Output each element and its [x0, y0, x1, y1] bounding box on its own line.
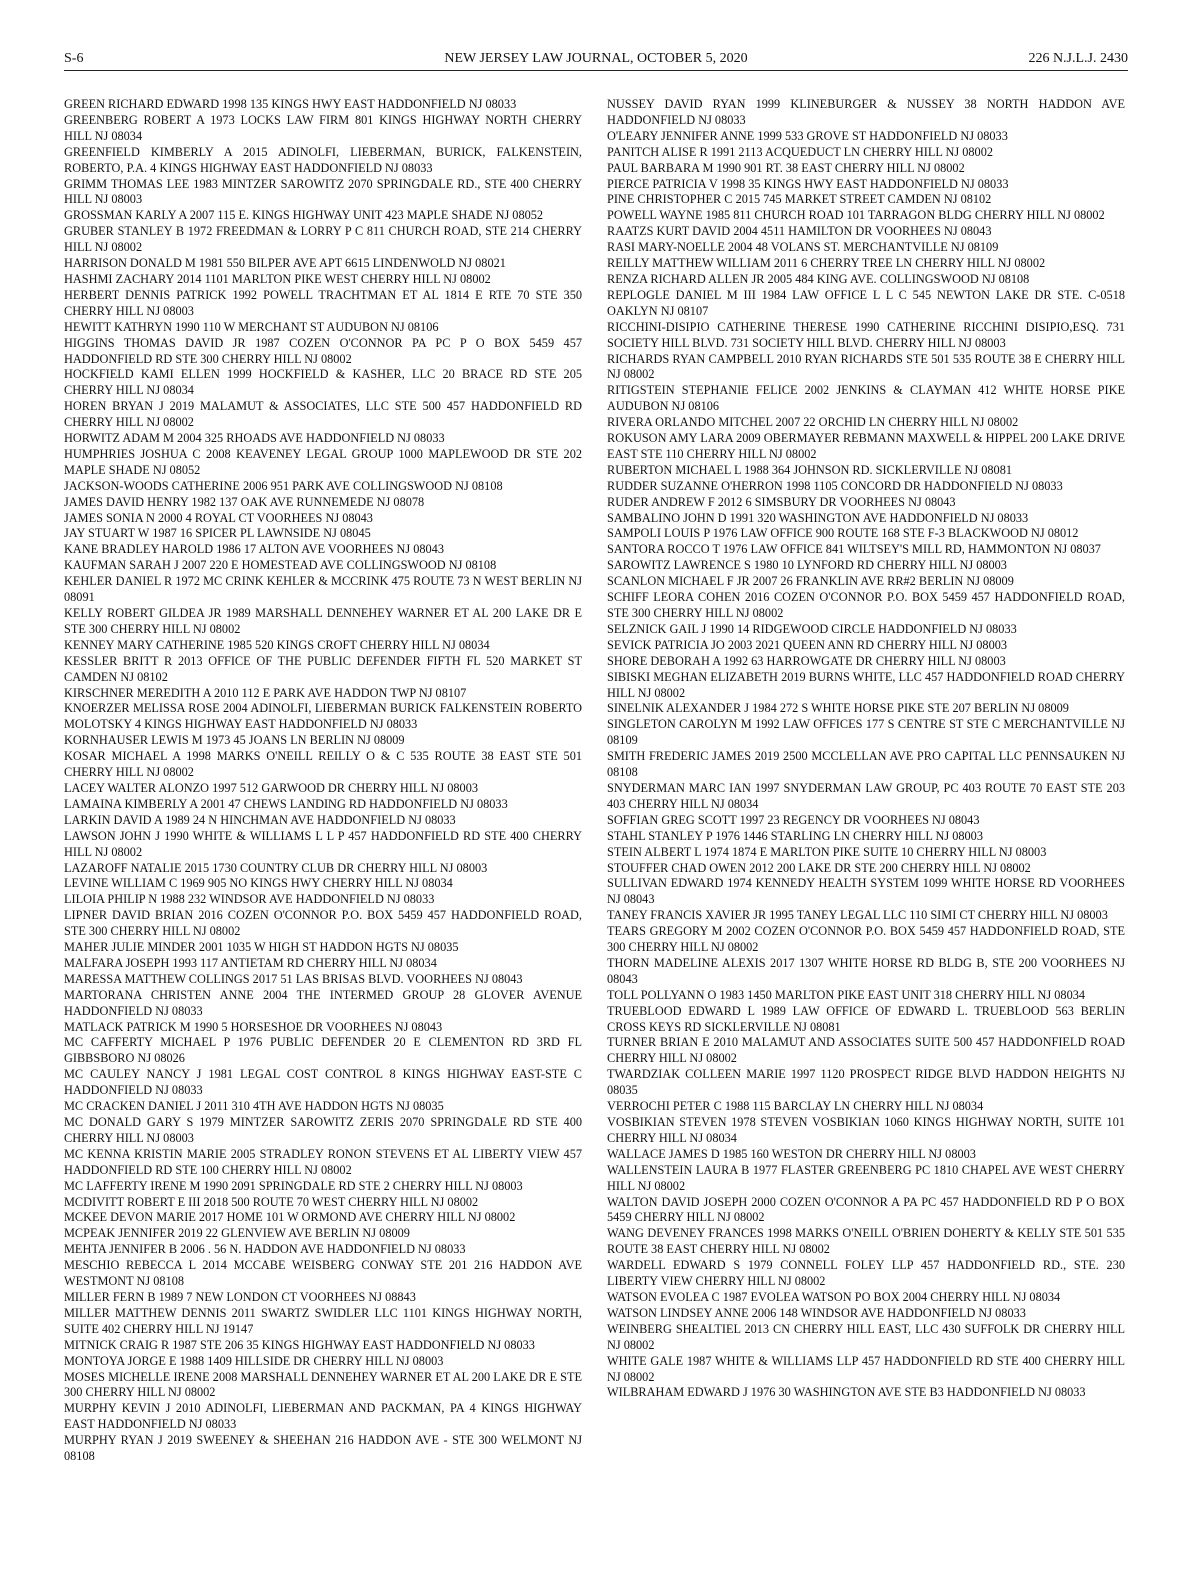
attorney-entry: MILLER MATTHEW DENNIS 2011 SWARTZ SWIDLER LLC 1101 KINGS HIGHWAY NORTH, SUITE 402 CHERRY HILL NJ 19147 [64, 1305, 582, 1336]
attorney-entry: RUDDER SUZANNE O'HERRON 1998 1105 CONCORD DR HADDONFIELD NJ 08033 [607, 478, 1063, 493]
attorney-entry: MALFARA JOSEPH 1993 117 ANTIETAM RD CHERRY HILL NJ 08034 [64, 955, 437, 970]
attorney-entry: MC CAFFERTY MICHAEL P 1976 PUBLIC DEFENDER 20 E CLEMENTON RD 3RD FL GIBBSBORO NJ 08026 [64, 1035, 582, 1066]
attorney-entry: LARKIN DAVID A 1989 24 N HINCHMAN AVE HADDONFIELD NJ 08033 [64, 812, 456, 827]
attorney-entry: REILLY MATTHEW WILLIAM 2011 6 CHERRY TREE LN CHERRY HILL NJ 08002 [607, 256, 1046, 271]
attorney-entry: MOSES MICHELLE IRENE 2008 MARSHALL DENNEHEY WARNER ET AL 200 LAKE DR E STE 300 CHERRY HILL NJ 08002 [64, 1369, 582, 1400]
attorney-entry: PINE CHRISTOPHER C 2015 745 MARKET STREET CAMDEN NJ 08102 [607, 192, 992, 207]
attorney-entry: RIVERA ORLANDO MITCHEL 2007 22 ORCHID LN CHERRY HILL NJ 08002 [607, 415, 1019, 430]
page-number: S-6 [64, 51, 84, 66]
attorney-entry: KENNEY MARY CATHERINE 1985 520 KINGS CROFT CHERRY HILL NJ 08034 [64, 637, 490, 652]
attorney-entry: RASI MARY-NOELLE 2004 48 VOLANS ST. MERCHANTVILLE NJ 08109 [607, 240, 999, 255]
attorney-entry: PANITCH ALISE R 1991 2113 ACQUEDUCT LN CHERRY HILL NJ 08002 [607, 144, 994, 159]
attorney-entry: MARESSA MATTHEW COLLINGS 2017 51 LAS BRISAS BLVD. VOORHEES NJ 08043 [64, 971, 523, 986]
attorney-entry: GRIMM THOMAS LEE 1983 MINTZER SAROWITZ 2070 SPRINGDALE RD., STE 400 CHERRY HILL NJ 08003 [64, 176, 582, 207]
attorney-entry: RAATZS KURT DAVID 2004 4511 HAMILTON DR VOORHEES NJ 08043 [607, 224, 992, 239]
attorney-entry: MATLACK PATRICK M 1990 5 HORSESHOE DR VOORHEES NJ 08043 [64, 1019, 443, 1034]
citation: 226 N.J.L.J. 2430 [1028, 51, 1128, 66]
attorney-entry: WATSON LINDSEY ANNE 2006 148 WINDSOR AVE HADDONFIELD NJ 08033 [607, 1305, 1026, 1320]
attorney-entry: RUBERTON MICHAEL L 1988 364 JOHNSON RD. SICKLERVILLE NJ 08081 [607, 462, 1012, 477]
attorney-entry: TURNER BRIAN E 2010 MALAMUT AND ASSOCIATES SUITE 500 457 HADDONFIELD ROAD CHERRY HILL NJ 08002 [607, 1035, 1125, 1066]
attorney-entry: MURPHY RYAN J 2019 SWEENEY & SHEEHAN 216 HADDON AVE - STE 300 WELMONT NJ 08108 [64, 1433, 582, 1464]
attorney-entry: SCHIFF LEORA COHEN 2016 COZEN O'CONNOR P.O. BOX 5459 457 HADDONFIELD ROAD, STE 300 CHERRY HILL NJ 08002 [607, 590, 1125, 620]
attorney-entry: PIERCE PATRICIA V 1998 35 KINGS HWY EAST HADDONFIELD NJ 08033 [607, 176, 1009, 191]
attorney-entry: GRUBER STANLEY B 1972 FREEDMAN & LORRY P C 811 CHURCH ROAD, STE 214 CHERRY HILL NJ 08002 [64, 224, 582, 255]
attorney-entry: LILOIA PHILIP N 1988 232 WINDSOR AVE HADDONFIELD NJ 08033 [64, 892, 435, 907]
attorney-entry: MC CAULEY NANCY J 1981 LEGAL COST CONTROL 8 KINGS HIGHWAY EAST-STE C HADDONFIELD NJ 08033 [64, 1067, 582, 1098]
attorney-entry: SMITH FREDERIC JAMES 2019 2500 MCCLELLAN AVE PRO CAPITAL LLC PENNSAUKEN NJ 08108 [607, 749, 1125, 780]
attorney-entry: KORNHAUSER LEWIS M 1973 45 JOANS LN BERLIN NJ 08009 [64, 733, 405, 748]
left-column [64, 97, 582, 1465]
attorney-entry: POWELL WAYNE 1985 811 CHURCH ROAD 101 TARRAGON BLDG CHERRY HILL NJ 08002 [607, 208, 1105, 223]
attorney-entry: WALLACE JAMES D 1985 160 WESTON DR CHERRY HILL NJ 08003 [607, 1146, 976, 1161]
attorney-entry: O'LEARY JENNIFER ANNE 1999 533 GROVE ST HADDONFIELD NJ 08033 [607, 128, 1008, 143]
attorney-entry: SAMBALINO JOHN D 1991 320 WASHINGTON AVE HADDONFIELD NJ 08033 [607, 510, 1029, 525]
attorney-entry: KAUFMAN SARAH J 2007 220 E HOMESTEAD AVE COLLINGSWOOD NJ 08108 [64, 558, 497, 573]
attorney-entry: ROKUSON AMY LARA 2009 OBERMAYER REBMANN MAXWELL & HIPPEL 200 LAKE DRIVE EAST STE 110 CHERRY HILL NJ 08002 [607, 431, 1125, 461]
attorney-entry: STAHL STANLEY P 1976 1446 STARLING LN CHERRY HILL NJ 08003 [607, 828, 983, 843]
attorney-entry: SULLIVAN EDWARD 1974 KENNEDY HEALTH SYSTEM 1099 WHITE HORSE RD VOORHEES NJ 08043 [607, 876, 1125, 907]
attorney-entry: WEINBERG SHEALTIEL 2013 CN CHERRY HILL EAST, LLC 430 SUFFOLK DR CHERRY HILL NJ 08002 [607, 1321, 1125, 1352]
attorney-entry: WALTON DAVID JOSEPH 2000 COZEN O'CONNOR A PA PC 457 HADDONFIELD RD P O BOX 5459 CHERRY HILL NJ 08002 [607, 1194, 1125, 1225]
attorney-entry: MAHER JULIE MINDER 2001 1035 W HIGH ST HADDON HGTS NJ 08035 [64, 940, 459, 955]
attorney-entry: TANEY FRANCIS XAVIER JR 1995 TANEY LEGAL LLC 110 SIMI CT CHERRY HILL NJ 08003 [607, 908, 1108, 923]
attorney-entry: MC LAFFERTY IRENE M 1990 2091 SPRINGDALE RD STE 2 CHERRY HILL NJ 08003 [64, 1178, 523, 1193]
attorney-entry: KIRSCHNER MEREDITH A 2010 112 E PARK AVE HADDON TWP NJ 08107 [64, 685, 467, 700]
attorney-entry: SINGLETON CAROLYN M 1992 LAW OFFICES 177 S CENTRE ST STE C MERCHANTVILLE NJ 08109 [607, 717, 1125, 748]
attorney-entry: WANG DEVENEY FRANCES 1998 MARKS O'NEILL O'BRIEN DOHERTY & KELLY STE 501 535 ROUTE 38 EAST CHERRY HILL NJ 08002 [607, 1226, 1125, 1257]
attorney-entry: RUDER ANDREW F 2012 6 SIMSBURY DR VOORHEES NJ 08043 [607, 494, 956, 509]
attorney-entry: JAY STUART W 1987 16 SPICER PL LAWNSIDE NJ 08045 [64, 526, 371, 541]
attorney-entry: GREENBERG ROBERT A 1973 LOCKS LAW FIRM 801 KINGS HIGHWAY NORTH CHERRY HILL NJ 08034 [64, 112, 582, 143]
attorney-entry: RENZA RICHARD ALLEN JR 2005 484 KING AVE. COLLINGSWOOD NJ 08108 [607, 271, 1030, 286]
attorney-entry: SNYDERMAN MARC IAN 1997 SNYDERMAN LAW GROUP, PC 403 ROUTE 70 EAST STE 203 403 CHERRY HILL NJ 08034 [607, 780, 1125, 811]
attorney-entry: MC KENNA KRISTIN MARIE 2005 STRADLEY RONON STEVENS ET AL LIBERTY VIEW 457 HADDONFIELD RD STE 100 CHERRY HILL NJ 08002 [64, 1146, 582, 1177]
attorney-entry: MC CRACKEN DANIEL J 2011 310 4TH AVE HADDON HGTS NJ 08035 [64, 1099, 444, 1114]
attorney-entry: SINELNIK ALEXANDER J 1984 272 S WHITE HORSE PIKE STE 207 BERLIN NJ 08009 [607, 701, 1069, 716]
attorney-entry: MC DONALD GARY S 1979 MINTZER SAROWITZ ZERIS 2070 SPRINGDALE RD STE 400 CHERRY HILL NJ 08003 [64, 1115, 582, 1145]
attorney-entry: KOSAR MICHAEL A 1998 MARKS O'NEILL REILLY O & C 535 ROUTE 38 EAST STE 501 CHERRY HILL NJ 08002 [64, 749, 582, 780]
attorney-entry: LEVINE WILLIAM C 1969 905 NO KINGS HWY CHERRY HILL NJ 08034 [64, 876, 453, 891]
attorney-entry: MEHTA JENNIFER B 2006 . 56 N. HADDON AVE HADDONFIELD NJ 08033 [64, 1242, 466, 1257]
attorney-entry: GROSSMAN KARLY A 2007 115 E. KINGS HIGHWAY UNIT 423 MAPLE SHADE NJ 08052 [64, 208, 544, 223]
attorney-entry: GREENFIELD KIMBERLY A 2015 ADINOLFI, LIEBERMAN, BURICK, FALKENSTEIN, ROBERTO, P.A. 4 KINGS HIGHWAY EAST HADDONFIELD NJ 08033 [64, 144, 582, 175]
attorney-entry: HUMPHRIES JOSHUA C 2008 KEAVENEY LEGAL GROUP 1000 MAPLEWOOD DR STE 202 MAPLE SHADE NJ 08052 [64, 446, 582, 477]
attorney-entry: MITNICK CRAIG R 1987 STE 206 35 KINGS HIGHWAY EAST HADDONFIELD NJ 08033 [64, 1337, 535, 1352]
attorney-entry: KELLY ROBERT GILDEA JR 1989 MARSHALL DENNEHEY WARNER ET AL 200 LAKE DR E STE 300 CHERRY HILL NJ 08002 [64, 606, 582, 636]
attorney-entry: SIBISKI MEGHAN ELIZABETH 2019 BURNS WHITE, LLC 457 HADDONFIELD ROAD CHERRY HILL NJ 08002 [607, 669, 1125, 700]
attorney-entry: JAMES DAVID HENRY 1982 137 OAK AVE RUNNEMEDE NJ 08078 [64, 494, 425, 509]
attorney-entry: SAMPOLI LOUIS P 1976 LAW OFFICE 900 ROUTE 168 STE F-3 BLACKWOOD NJ 08012 [607, 526, 1079, 541]
attorney-entry: HEWITT KATHRYN 1990 110 W MERCHANT ST AUDUBON NJ 08106 [64, 319, 439, 334]
attorney-entry: REPLOGLE DANIEL M III 1984 LAW OFFICE L L C 545 NEWTON LAKE DR STE. C-0518 OAKLYN NJ 08107 [607, 287, 1125, 318]
attorney-entry: SANTORA ROCCO T 1976 LAW OFFICE 841 WILTSEY'S MILL RD, HAMMONTON NJ 08037 [607, 542, 1101, 557]
attorney-entry: KNOERZER MELISSA ROSE 2004 ADINOLFI, LIEBERMAN BURICK FALKENSTEIN ROBERTO MOLOTSKY 4 KINGS HIGHWAY EAST HADDONFIELD NJ 08033 [64, 701, 582, 732]
attorney-entry: SCANLON MICHAEL F JR 2007 26 FRANKLIN AVE RR#2 BERLIN NJ 08009 [607, 574, 1014, 589]
attorney-entry: MONTOYA JORGE E 1988 1409 HILLSIDE DR CHERRY HILL NJ 08003 [64, 1353, 444, 1368]
attorney-entry: SELZNICK GAIL J 1990 14 RIDGEWOOD CIRCLE HADDONFIELD NJ 08033 [607, 621, 1017, 636]
attorney-entry: PAUL BARBARA M 1990 901 RT. 38 EAST CHERRY HILL NJ 08002 [607, 160, 965, 175]
attorney-entry: SEVICK PATRICIA JO 2003 2021 QUEEN ANN RD CHERRY HILL NJ 08003 [607, 637, 1008, 652]
attorney-entry: GREEN RICHARD EDWARD 1998 135 KINGS HWY EAST HADDONFIELD NJ 08033 [64, 97, 517, 111]
attorney-entry: MARTORANA CHRISTEN ANNE 2004 THE INTERMED GROUP 28 GLOVER AVENUE HADDONFIELD NJ 08033 [64, 987, 582, 1018]
attorney-entry: HASHMI ZACHARY 2014 1101 MARLTON PIKE WEST CHERRY HILL NJ 08002 [64, 271, 491, 286]
attorney-entry: STOUFFER CHAD OWEN 2012 200 LAKE DR STE 200 CHERRY HILL NJ 08002 [607, 860, 1031, 875]
attorney-entry: WARDELL EDWARD S 1979 CONNELL FOLEY LLP 457 HADDONFIELD RD., STE. 230 LIBERTY VIEW CHERRY HILL NJ 08002 [607, 1258, 1125, 1289]
attorney-entry: TOLL POLLYANN O 1983 1450 MARLTON PIKE EAST UNIT 318 CHERRY HILL NJ 08034 [607, 987, 1086, 1002]
attorney-entry: THORN MADELINE ALEXIS 2017 1307 WHITE HORSE RD BLDG B, STE 200 VOORHEES NJ 08043 [607, 955, 1125, 986]
attorney-entry: SHORE DEBORAH A 1992 63 HARROWGATE DR CHERRY HILL NJ 08003 [607, 653, 1006, 668]
attorney-entry: LAWSON JOHN J 1990 WHITE & WILLIAMS L L P 457 HADDONFIELD RD STE 400 CHERRY HILL NJ 08002 [64, 828, 582, 859]
attorney-entry: LAZAROFF NATALIE 2015 1730 COUNTRY CLUB DR CHERRY HILL NJ 08003 [64, 860, 488, 875]
attorney-entry: RITIGSTEIN STEPHANIE FELICE 2002 JENKINS & CLAYMAN 412 WHITE HORSE PIKE AUDUBON NJ 08106 [607, 383, 1125, 414]
attorney-entry: VOSBIKIAN STEVEN 1978 STEVEN VOSBIKIAN 1060 KINGS HIGHWAY NORTH, SUITE 101 CHERRY HILL NJ 08034 [607, 1115, 1125, 1145]
attorney-entry: WATSON EVOLEA C 1987 EVOLEA WATSON PO BOX 2004 CHERRY HILL NJ 08034 [607, 1289, 1061, 1304]
attorney-entry: MESCHIO REBECCA L 2014 MCCABE WEISBERG CONWAY STE 201 216 HADDON AVE WESTMONT NJ 08108 [64, 1258, 582, 1289]
attorney-entry: SAROWITZ LAWRENCE S 1980 10 LYNFORD RD CHERRY HILL NJ 08003 [607, 558, 1007, 573]
attorney-entry: MILLER FERN B 1989 7 NEW LONDON CT VOORHEES NJ 08843 [64, 1289, 416, 1304]
attorney-entry: TEARS GREGORY M 2002 COZEN O'CONNOR P.O. BOX 5459 457 HADDONFIELD ROAD, STE 300 CHERRY HILL NJ 08002 [607, 924, 1125, 955]
attorney-entry: HIGGINS THOMAS DAVID JR 1987 COZEN O'CONNOR PA PC P O BOX 5459 457 HADDONFIELD RD STE 300 CHERRY HILL NJ 08002 [64, 335, 582, 366]
attorney-entry: SOFFIAN GREG SCOTT 1997 23 REGENCY DR VOORHEES NJ 08043 [607, 812, 980, 827]
attorney-entry: KEHLER DANIEL R 1972 MC CRINK KEHLER & MCCRINK 475 ROUTE 73 N WEST BERLIN NJ 08091 [64, 574, 582, 605]
attorney-entry: HERBERT DENNIS PATRICK 1992 POWELL TRACHTMAN ET AL 1814 E RTE 70 STE 350 CHERRY HILL NJ 08003 [64, 287, 582, 318]
attorney-entry: MURPHY KEVIN J 2010 ADINOLFI, LIEBERMAN AND PACKMAN, PA 4 KINGS HIGHWAY EAST HADDONFIELD NJ 08033 [64, 1401, 582, 1432]
attorney-entry: MCKEE DEVON MARIE 2017 HOME 101 W ORMOND AVE CHERRY HILL NJ 08002 [64, 1210, 516, 1225]
publication-title: NEW JERSEY LAW JOURNAL, OCTOBER 5, 2020 [444, 51, 748, 66]
attorney-entry: MCDIVITT ROBERT E III 2018 500 ROUTE 70 WEST CHERRY HILL NJ 08002 [64, 1194, 479, 1209]
attorney-entry: TWARDZIAK COLLEEN MARIE 1997 1120 PROSPECT RIDGE BLVD HADDON HEIGHTS NJ 08035 [607, 1067, 1125, 1098]
page-header [64, 50, 1128, 71]
attorney-entry: HOREN BRYAN J 2019 MALAMUT & ASSOCIATES, LLC STE 500 457 HADDONFIELD RD CHERRY HILL NJ 08002 [64, 399, 582, 430]
attorney-entry: LACEY WALTER ALONZO 1997 512 GARWOOD DR CHERRY HILL NJ 08003 [64, 780, 478, 795]
attorney-entry: NUSSEY DAVID RYAN 1999 KLINEBURGER & NUSSEY 38 NORTH HADDON AVE HADDONFIELD NJ 08033 [607, 97, 1125, 127]
attorney-entry: MCPEAK JENNIFER 2019 22 GLENVIEW AVE BERLIN NJ 08009 [64, 1226, 410, 1241]
attorney-entry: WALLENSTEIN LAURA B 1977 FLASTER GREENBERG PC 1810 CHAPEL AVE WEST CHERRY HILL NJ 08002 [607, 1162, 1125, 1193]
attorney-entry: VERROCHI PETER C 1988 115 BARCLAY LN CHERRY HILL NJ 08034 [607, 1099, 984, 1114]
attorney-entry: JACKSON-WOODS CATHERINE 2006 951 PARK AVE COLLINGSWOOD NJ 08108 [64, 478, 503, 493]
attorney-entry: HARRISON DONALD M 1981 550 BILPER AVE APT 6615 LINDENWOLD NJ 08021 [64, 256, 506, 271]
attorney-entry: HOCKFIELD KAMI ELLEN 1999 HOCKFIELD & KASHER, LLC 20 BRACE RD STE 205 CHERRY HILL NJ 08034 [64, 367, 582, 398]
attorney-entry: RICHARDS RYAN CAMPBELL 2010 RYAN RICHARDS STE 501 535 ROUTE 38 E CHERRY HILL NJ 08002 [607, 351, 1125, 382]
attorney-entry: LAMAINA KIMBERLY A 2001 47 CHEWS LANDING RD HADDONFIELD NJ 08033 [64, 796, 508, 811]
attorney-entry: KANE BRADLEY HAROLD 1986 17 ALTON AVE VOORHEES NJ 08043 [64, 542, 444, 557]
attorney-entry: LIPNER DAVID BRIAN 2016 COZEN O'CONNOR P.O. BOX 5459 457 HADDONFIELD ROAD, STE 300 CHERRY HILL NJ 08002 [64, 908, 582, 939]
attorney-entry: STEIN ALBERT L 1974 1874 E MARLTON PIKE SUITE 10 CHERRY HILL NJ 08003 [607, 844, 1047, 859]
attorney-entry: WILBRAHAM EDWARD J 1976 30 WASHINGTON AVE STE B3 HADDONFIELD NJ 08033 [607, 1385, 1086, 1400]
attorney-entry: JAMES SONIA N 2000 4 ROYAL CT VOORHEES NJ 08043 [64, 510, 373, 525]
attorney-entry: TRUEBLOOD EDWARD L 1989 LAW OFFICE OF EDWARD L. TRUEBLOOD 563 BERLIN CROSS KEYS RD SICKLERVILLE NJ 08081 [607, 1003, 1125, 1034]
attorney-entry: KESSLER BRITT R 2013 OFFICE OF THE PUBLIC DEFENDER FIFTH FL 520 MARKET ST CAMDEN NJ 08102 [64, 653, 582, 684]
attorney-entry: WHITE GALE 1987 WHITE & WILLIAMS LLP 457 HADDONFIELD RD STE 400 CHERRY HILL NJ 08002 [607, 1353, 1125, 1384]
right-column [607, 97, 1125, 1401]
attorney-entry: RICCHINI-DISIPIO CATHERINE THERESE 1990 CATHERINE RICCHINI DISIPIO,ESQ. 731 SOCIETY HILL BLVD. 731 SOCIETY HILL BLVD. CHERRY HILL NJ 08003 [607, 319, 1125, 350]
attorney-entry: HORWITZ ADAM M 2004 325 RHOADS AVE HADDONFIELD NJ 08033 [64, 431, 445, 446]
